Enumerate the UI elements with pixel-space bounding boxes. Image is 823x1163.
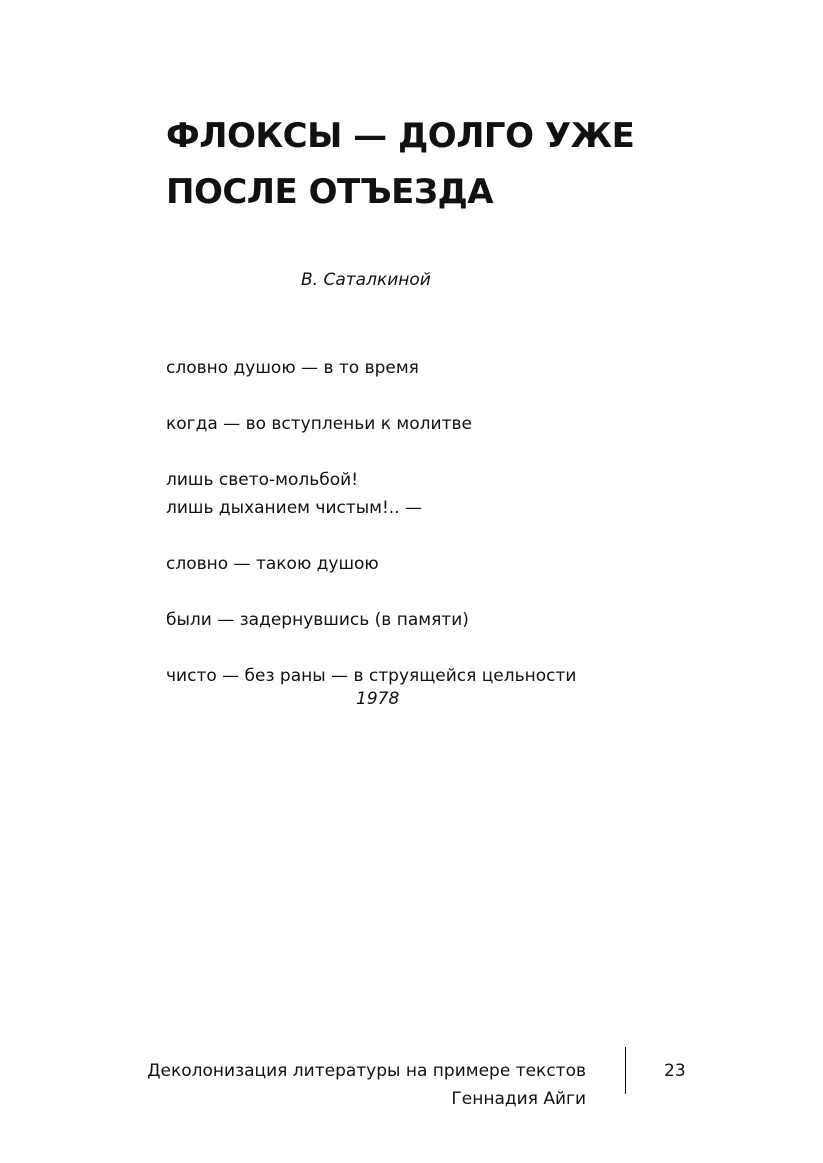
stanza: [166, 662, 726, 690]
stanza: [166, 606, 726, 634]
title-line: ФЛОКСЫ — ДОЛГО УЖЕ: [166, 116, 635, 156]
poem-line: были — задернувшись (в памяти): [166, 610, 469, 630]
poem-line: лишь дыханием чистым!.. —: [166, 498, 423, 518]
page-title: [166, 108, 726, 220]
title-line: ПОСЛЕ ОТЪЕЗДА: [166, 172, 494, 212]
stanza: [166, 466, 726, 522]
poem-line: словно душою — в то время: [166, 358, 419, 378]
poem-body: [166, 354, 726, 718]
dedication: В. Саталкиной: [301, 270, 431, 290]
stanza: [166, 410, 726, 438]
poem-line: лишь свето-мольбой!: [166, 470, 359, 490]
footer-title-line: Деколонизация литературы на примере текстов: [147, 1061, 586, 1081]
stanza: [166, 550, 726, 578]
poem-year: 1978: [356, 689, 400, 709]
page-number: 23: [664, 1061, 686, 1081]
footer-title-line: Геннадия Айги: [451, 1089, 586, 1109]
stanza: [166, 354, 726, 382]
poem-line: когда — во вступленьи к молитве: [166, 414, 472, 434]
footer-divider: [625, 1047, 626, 1094]
running-footer-title: [147, 1057, 586, 1113]
poem-line: словно — такою душою: [166, 554, 379, 574]
poem-line: чисто — без раны — в струящейся цельности: [166, 666, 577, 686]
